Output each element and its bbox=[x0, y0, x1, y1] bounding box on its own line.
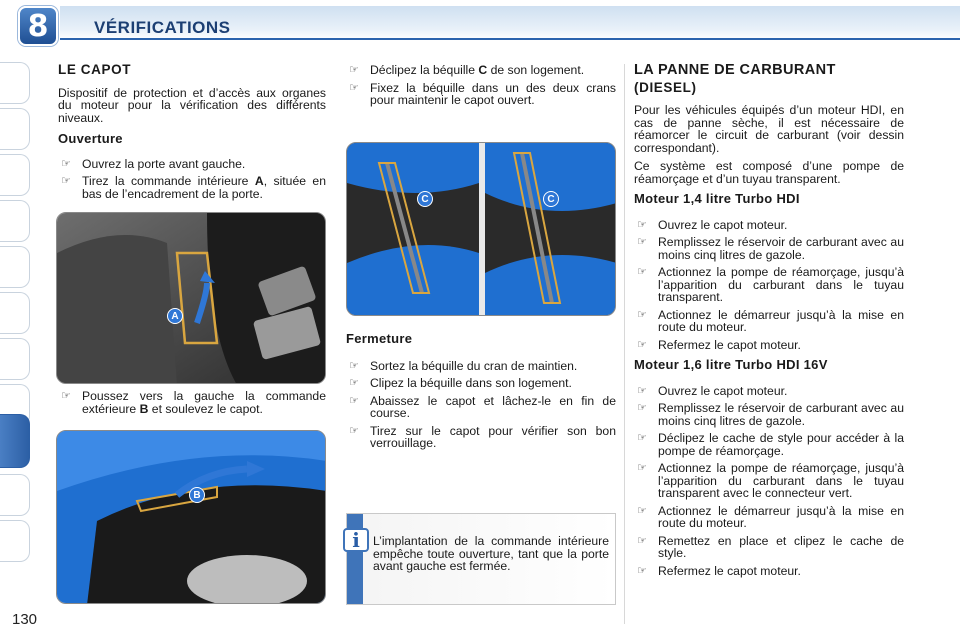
pointing-hand-icon: ☞ bbox=[349, 63, 359, 76]
pointing-hand-icon: ☞ bbox=[637, 217, 647, 231]
engine-2-title: Moteur 1,6 litre Turbo HDI 16V bbox=[634, 357, 828, 372]
callout-label-b: B bbox=[189, 487, 205, 503]
panne-system: Ce système est composé d’une pompe de réamorçage et d’un tuyau transparent. bbox=[634, 159, 904, 186]
pointing-hand-icon: ☞ bbox=[637, 533, 647, 547]
list-item: ☞ Actionnez le démarreur jusqu’à la mise en route du moteur. bbox=[637, 307, 904, 334]
pointing-hand-icon: ☞ bbox=[349, 393, 359, 407]
pointing-hand-icon: ☞ bbox=[61, 174, 71, 187]
list-item: ☞ Clipez la béquille dans son logement. bbox=[349, 376, 572, 390]
list-item: ☞ Tirez la commande intérieure A, située en bas de l’encadrement de la porte. bbox=[61, 174, 326, 201]
list-item: ☞ Remplissez le réservoir de carburant avec au moins cinq litres de gazole. bbox=[637, 401, 904, 428]
pointing-hand-icon: ☞ bbox=[637, 461, 647, 474]
ouverture-steps bbox=[58, 158, 326, 201]
header-rule bbox=[60, 38, 960, 40]
info-text: L’implantation de la commande intérieure empêche toute ouverture, tant que la porte avant gauche est fermée. bbox=[373, 534, 609, 573]
info-icon: i bbox=[343, 528, 369, 552]
support-steps bbox=[346, 64, 616, 107]
list-item: ☞ Ouvrez le capot moteur. bbox=[637, 383, 788, 398]
pointing-hand-icon: ☞ bbox=[349, 376, 359, 389]
section-subtitle-diesel: (DIESEL) bbox=[634, 79, 697, 95]
chapter-tab[interactable] bbox=[0, 154, 30, 196]
list-item: ☞ Abaissez le capot et lâchez-le en fin de course. bbox=[349, 393, 616, 420]
ouverture-step-exterior bbox=[58, 390, 326, 415]
pointing-hand-icon: ☞ bbox=[637, 265, 647, 278]
info-note bbox=[346, 513, 616, 605]
list-item: ☞ Tirez sur le capot pour vérifier son bon verrouillage. bbox=[349, 423, 616, 450]
photo-bonnet-stay bbox=[346, 142, 616, 316]
chapter-badge: 8 bbox=[18, 6, 58, 46]
chapter-tab-active[interactable] bbox=[0, 414, 30, 468]
list-item: ☞ Actionnez la pompe de réamorçage, jusqu’à l’apparition du carburant dans le tuyau transparent avec le connecteur vert. bbox=[637, 461, 904, 500]
chapter-tab[interactable] bbox=[0, 338, 30, 380]
panne-intro: Pour les véhicules équipés d’un moteur HDI, en cas de panne sèche, il est nécessaire de réamorcer le circuit de carburant (voir dessin correspondant). bbox=[634, 103, 904, 155]
list-item: ☞ Refermez le capot moteur. bbox=[637, 563, 801, 578]
intro-paragraph: Dispositif de protection et d’accès aux organes du moteur pour la vérification des différents niveaux. bbox=[58, 85, 326, 125]
exterior-photo-illustration bbox=[57, 431, 326, 604]
chapter-tabs bbox=[0, 62, 36, 582]
chapter-tab[interactable] bbox=[0, 474, 30, 516]
interior-photo-illustration bbox=[57, 213, 326, 384]
bonnet-stay-illustration bbox=[347, 143, 616, 316]
chapter-tab[interactable] bbox=[0, 62, 30, 104]
callout-label-c: C bbox=[417, 191, 433, 207]
photo-exterior-release bbox=[56, 430, 326, 604]
chapter-tab[interactable] bbox=[0, 108, 30, 150]
pointing-hand-icon: ☞ bbox=[349, 423, 359, 437]
chapter-tab[interactable] bbox=[0, 200, 30, 242]
engine-2-steps bbox=[634, 385, 904, 578]
pointing-hand-icon: ☞ bbox=[349, 358, 359, 372]
page-title: VÉRIFICATIONS bbox=[94, 18, 231, 37]
list-item: ☞ Fixez la béquille dans un des deux crans pour maintenir le capot ouvert. bbox=[349, 80, 616, 107]
page-header bbox=[0, 0, 960, 44]
pointing-hand-icon: ☞ bbox=[637, 383, 647, 397]
pointing-hand-icon: ☞ bbox=[349, 80, 359, 94]
section-title-panne: LA PANNE DE CARBURANT bbox=[634, 62, 836, 78]
pointing-hand-icon: ☞ bbox=[637, 401, 647, 414]
chapter-tab[interactable] bbox=[0, 246, 30, 288]
list-item: ☞ Sortez la béquille du cran de maintien. bbox=[349, 358, 578, 373]
list-item: ☞ Remplissez le réservoir de carburant avec au moins cinq litres de gazole. bbox=[637, 235, 904, 262]
column-middle bbox=[346, 64, 616, 112]
callout-label-c: C bbox=[543, 191, 559, 207]
photo-interior-release bbox=[56, 212, 326, 384]
callout-label-a: A bbox=[167, 308, 183, 324]
engine-1-steps bbox=[634, 219, 904, 352]
list-item: ☞ Refermez le capot moteur. bbox=[637, 337, 801, 352]
column-divider bbox=[624, 64, 625, 624]
pointing-hand-icon: ☞ bbox=[637, 563, 647, 577]
section-title-capot: LE CAPOT bbox=[58, 62, 132, 77]
chapter-tab[interactable] bbox=[0, 520, 30, 562]
page-number: 130 bbox=[12, 611, 38, 628]
pointing-hand-icon: ☞ bbox=[61, 156, 71, 170]
pointing-hand-icon: ☞ bbox=[637, 431, 647, 444]
column-middle-lower bbox=[346, 333, 616, 455]
list-item: ☞ Déclipez le cache de style pour accéder à la pompe de réamorçage. bbox=[637, 431, 904, 458]
pointing-hand-icon: ☞ bbox=[637, 307, 647, 321]
chapter-tab[interactable] bbox=[0, 292, 30, 334]
list-item: ☞ Actionnez le démarreur jusqu’à la mise en route du moteur. bbox=[637, 503, 904, 530]
column-left-lower bbox=[58, 390, 326, 420]
column-right bbox=[634, 64, 904, 582]
engine-1-title: Moteur 1,4 litre Turbo HDI bbox=[634, 191, 800, 206]
pointing-hand-icon: ☞ bbox=[61, 389, 71, 402]
list-item: ☞ Ouvrez le capot moteur. bbox=[637, 217, 788, 232]
pointing-hand-icon: ☞ bbox=[637, 235, 647, 248]
pointing-hand-icon: ☞ bbox=[637, 503, 647, 517]
pointing-hand-icon: ☞ bbox=[637, 337, 647, 351]
subsection-title-fermeture: Fermeture bbox=[346, 331, 413, 346]
column-left bbox=[58, 64, 326, 205]
subsection-title-ouverture: Ouverture bbox=[58, 131, 123, 146]
list-item: ☞ Déclipez la béquille C de son logement. bbox=[349, 63, 585, 77]
list-item: ☞ Remettez en place et clipez le cache de style. bbox=[637, 533, 904, 560]
list-item: ☞ Ouvrez la porte avant gauche. bbox=[61, 156, 246, 171]
list-item: ☞ Poussez vers la gauche la commande extérieure B et soulevez le capot. bbox=[61, 389, 326, 416]
list-item: ☞ Actionnez la pompe de réamorçage, jusqu’à l’apparition du carburant dans le tuyau transparent. bbox=[637, 265, 904, 304]
fermeture-steps bbox=[346, 360, 616, 450]
